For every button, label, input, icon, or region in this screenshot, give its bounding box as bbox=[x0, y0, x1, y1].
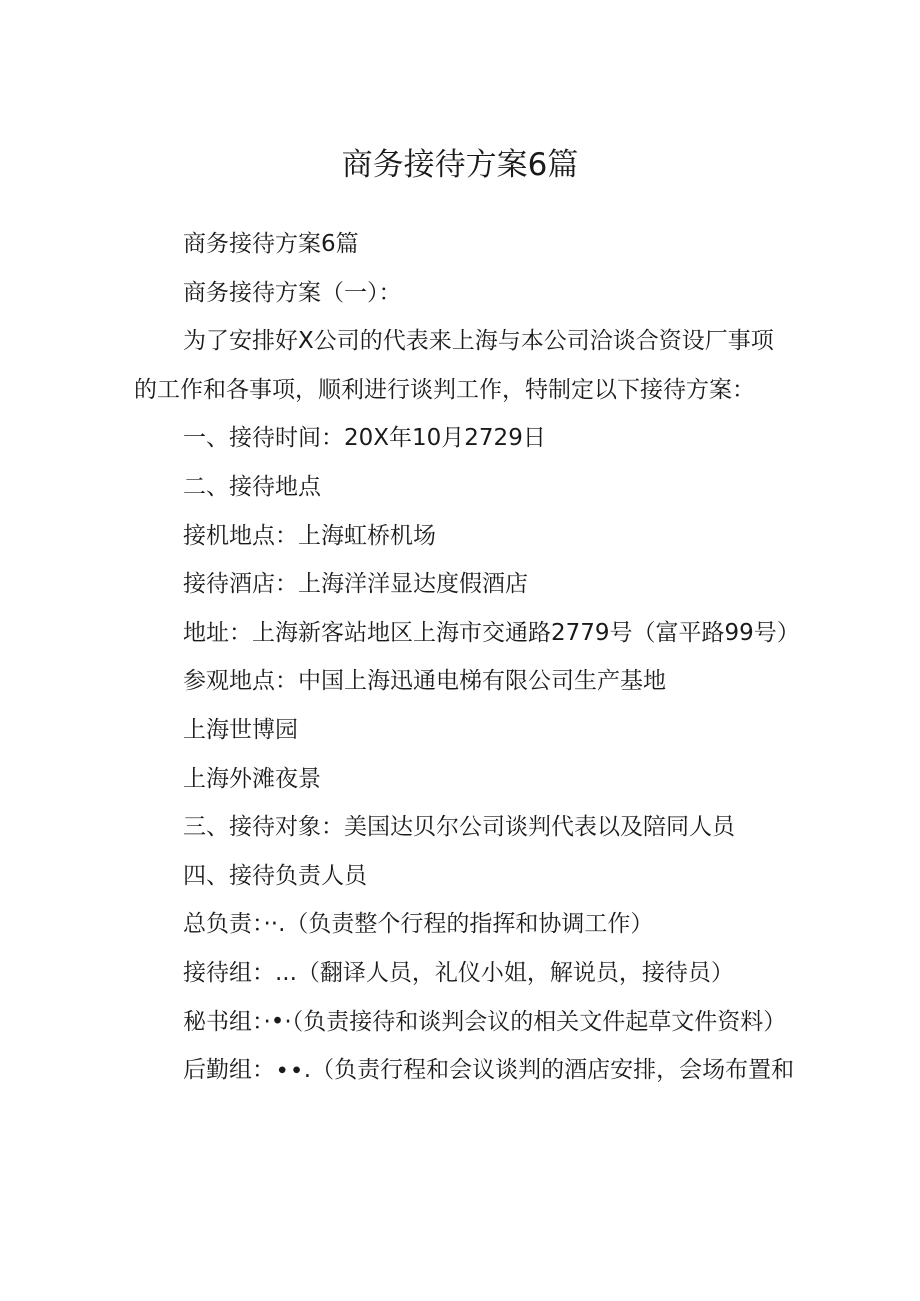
paragraph-general-lead: 总负责：··.（负责整个行程的指挥和协调工作） bbox=[183, 911, 654, 938]
paragraph-visit-location: 参观地点：中国上海迅通电梯有限公司生产基地 bbox=[183, 668, 666, 695]
paragraph-reception-target: 三、接待对象：美国达贝尔公司谈判代表以及陪同人员 bbox=[183, 814, 735, 841]
paragraph-staff-heading: 四、接待负责人员 bbox=[183, 862, 367, 889]
paragraph-reception-location-heading: 二、接待地点 bbox=[183, 473, 321, 500]
document-title: 商务接待方案6篇 bbox=[341, 147, 579, 183]
paragraph-pickup-location: 接机地点：上海虹桥机场 bbox=[183, 522, 436, 549]
paragraph-section-heading: 商务接待方案（一）： bbox=[183, 279, 402, 306]
paragraph-subtitle: 商务接待方案6篇 bbox=[183, 231, 359, 257]
paragraph-expo-park: 上海世博园 bbox=[183, 716, 298, 743]
paragraph-bund-night: 上海外滩夜景 bbox=[183, 765, 321, 792]
paragraph-reception-time: 一、接待时间：20X年10月2729日 bbox=[183, 425, 546, 452]
paragraph-address: 地址：上海新客站地区上海市交通路2779号（富平路99号） bbox=[183, 619, 800, 646]
paragraph-hotel: 接待酒店：上海洋洋显达度假酒店 bbox=[183, 571, 528, 598]
paragraph-intro: 为了安排好X公司的代表来上海与本公司洽谈合资设厂事项的工作和各事项，顺利进行谈判工作，特制定以下接待方案： bbox=[134, 328, 774, 403]
paragraph-logistics-team: 后勤组：∙∙.（负责行程和会议谈判的酒店安排，会场布置和 bbox=[183, 1057, 795, 1084]
document-body bbox=[134, 220, 800, 1095]
paragraph-secretary-team: 秘书组：·•·（负责接待和谈判会议的相关文件起草文件资料） bbox=[183, 1008, 787, 1035]
paragraph-reception-team: 接待组：...（翻译人员，礼仪小姐，解说员，接待员） bbox=[183, 959, 734, 986]
